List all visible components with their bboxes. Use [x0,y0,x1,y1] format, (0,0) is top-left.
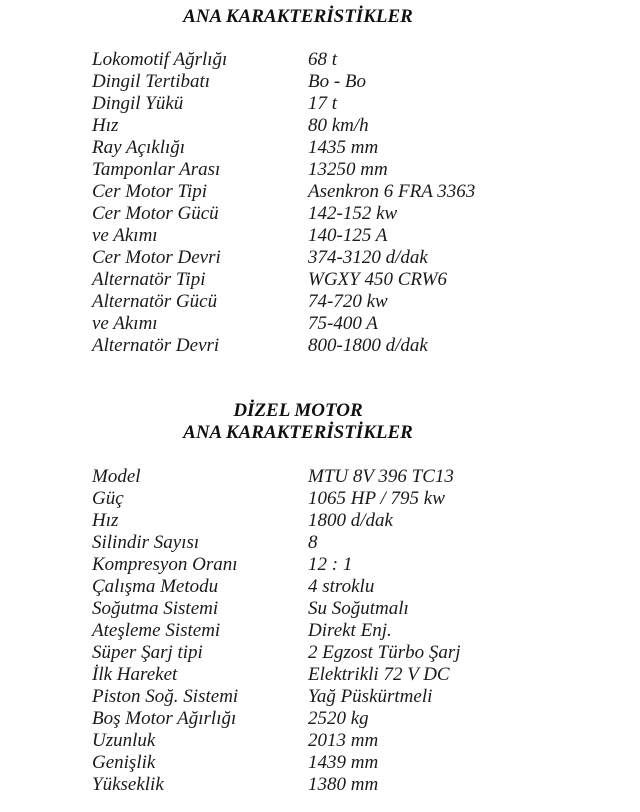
spec-row [92,620,612,642]
spec-label: Soğutma Sistemi [92,598,219,619]
spec-value: 142-152 kw [308,203,398,224]
spec-label: Alternatör Tipi [92,269,206,290]
spec-value: Elektrikli 72 V DC [308,664,450,685]
spec-label: Kompresyon Oranı [92,554,238,575]
spec-row [92,225,612,247]
spec-row [92,137,612,159]
spec-label: Uzunluk [92,730,156,751]
spec-value: 4 stroklu [308,576,375,597]
spec-label: ve Akımı [92,225,158,246]
spec-row [92,203,612,225]
spec-row [92,664,612,686]
spec-row [92,71,612,93]
spec-value: 75-400 A [308,313,378,334]
spec-label: Yükseklik [92,774,164,795]
spec-row [92,510,612,532]
spec-row [92,115,612,137]
spec-value: 1800 d/dak [308,510,393,531]
spec-label: Süper Şarj tipi [92,642,203,663]
spec-row [92,488,612,510]
spec-label: Piston Soğ. Sistemi [92,686,239,707]
spec-value: 1380 mm [308,774,379,795]
spec-label: Genişlik [92,752,156,773]
spec-label: Lokomotif Ağrlığı [92,49,228,70]
spec-value: 140-125 A [308,225,388,246]
spec-label: Dingil Yükü [92,93,184,114]
spec-label: Hız [92,115,119,136]
spec-row [92,247,612,269]
spec-value: 80 km/h [308,115,369,136]
spec-row [92,49,612,71]
spec-value: 1065 HP / 795 kw [308,488,445,509]
spec-value: 8 [308,532,318,553]
spec-label: Cer Motor Gücü [92,203,219,224]
spec-row [92,93,612,115]
spec-label: Dingil Tertibatı [92,71,211,92]
spec-value: 17 t [308,93,338,114]
spec-value: 2520 kg [308,708,369,729]
spec-value: 13250 mm [308,159,388,180]
spec-row [92,576,612,598]
spec-label: Boş Motor Ağırlığı [92,708,237,729]
spec-row [92,313,612,335]
locomotive-spec-table [92,49,612,357]
spec-label: Çalışma Metodu [92,576,219,597]
spec-value: 374-3120 d/dak [308,247,428,268]
spec-row [92,598,612,620]
section1-title: ANA KARAKTERİSTİKLER [183,6,413,27]
spec-label: Hız [92,510,119,531]
section2-title-line2: ANA KARAKTERİSTİKLER [183,422,413,443]
spec-label: Cer Motor Devri [92,247,221,268]
spec-row [92,774,612,796]
spec-row [92,730,612,752]
diesel-engine-spec-table [92,466,612,796]
spec-row [92,708,612,730]
spec-label: Model [92,466,141,487]
spec-value: Asenkron 6 FRA 3363 [308,181,476,202]
spec-label: Güç [92,488,124,509]
spec-label: Ray Açıklığı [92,137,186,158]
spec-value: 74-720 kw [308,291,388,312]
spec-row [92,335,612,357]
spec-value: Su Soğutmalı [308,598,409,619]
spec-row [92,159,612,181]
spec-value: 1435 mm [308,137,379,158]
spec-value: Yağ Püskürtmeli [308,686,433,707]
spec-label: Cer Motor Tipi [92,181,208,202]
spec-value: 1439 mm [308,752,379,773]
section2-title-line1: DİZEL MOTOR [233,400,363,421]
spec-label: İlk Hareket [92,664,178,685]
spec-row [92,466,612,488]
spec-value: 68 t [308,49,338,70]
spec-value: 12 : 1 [308,554,353,575]
spec-label: Alternatör Devri [92,335,220,356]
spec-value: MTU 8V 396 TC13 [308,466,454,487]
spec-row [92,291,612,313]
spec-row [92,269,612,291]
spec-value: 800-1800 d/dak [308,335,428,356]
spec-label: Tamponlar Arası [92,159,221,180]
spec-value: WGXY 450 CRW6 [308,269,447,290]
spec-row [92,554,612,576]
spec-label: Alternatör Gücü [92,291,218,312]
spec-row [92,686,612,708]
spec-row [92,642,612,664]
spec-value: 2 Egzost Türbo Şarj [308,642,461,663]
spec-value: Direkt Enj. [308,620,392,641]
spec-value: 2013 mm [308,730,379,751]
spec-row [92,181,612,203]
spec-label: Silindir Sayısı [92,532,200,553]
spec-value: Bo - Bo [308,71,367,92]
spec-label: Ateşleme Sistemi [92,620,221,641]
spec-row [92,532,612,554]
spec-label: ve Akımı [92,313,158,334]
spec-row [92,752,612,774]
